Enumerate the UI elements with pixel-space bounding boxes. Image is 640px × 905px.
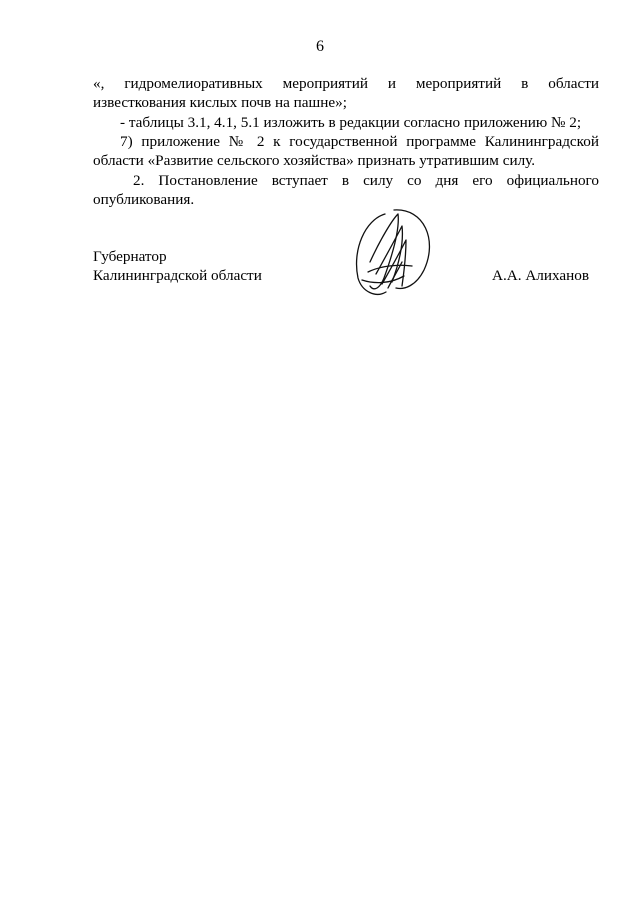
paragraph-line: - таблицы 3.1, 4.1, 5.1 изложить в редакции согласно приложению № 2; bbox=[120, 114, 582, 131]
signatory-title-line-1: Губернатор bbox=[93, 248, 167, 265]
paragraph-line: «, гидромелиоративных мероприятий и мероприятий в области bbox=[93, 75, 599, 92]
paragraph-line: 7) приложение № 2 к государственной программе Калининградской bbox=[120, 133, 599, 150]
paragraph-line: области «Развитие сельского хозяйства» признать утратившим силу. bbox=[93, 152, 536, 169]
signatory-name: А.А. Алиханов bbox=[492, 267, 590, 284]
signatory-title bbox=[93, 247, 262, 285]
signatory-title-line-2: Калининградской области bbox=[93, 267, 262, 284]
paragraph-line: опубликования. bbox=[93, 191, 195, 208]
handwritten-signature-icon bbox=[340, 200, 440, 300]
page-number: 6 bbox=[316, 38, 324, 55]
paragraph-line: 2. Постановление вступает в силу со дня его официального bbox=[133, 172, 599, 189]
document-body bbox=[93, 74, 599, 209]
paragraph-line: известкования кислых почв на пашне»; bbox=[93, 94, 347, 111]
